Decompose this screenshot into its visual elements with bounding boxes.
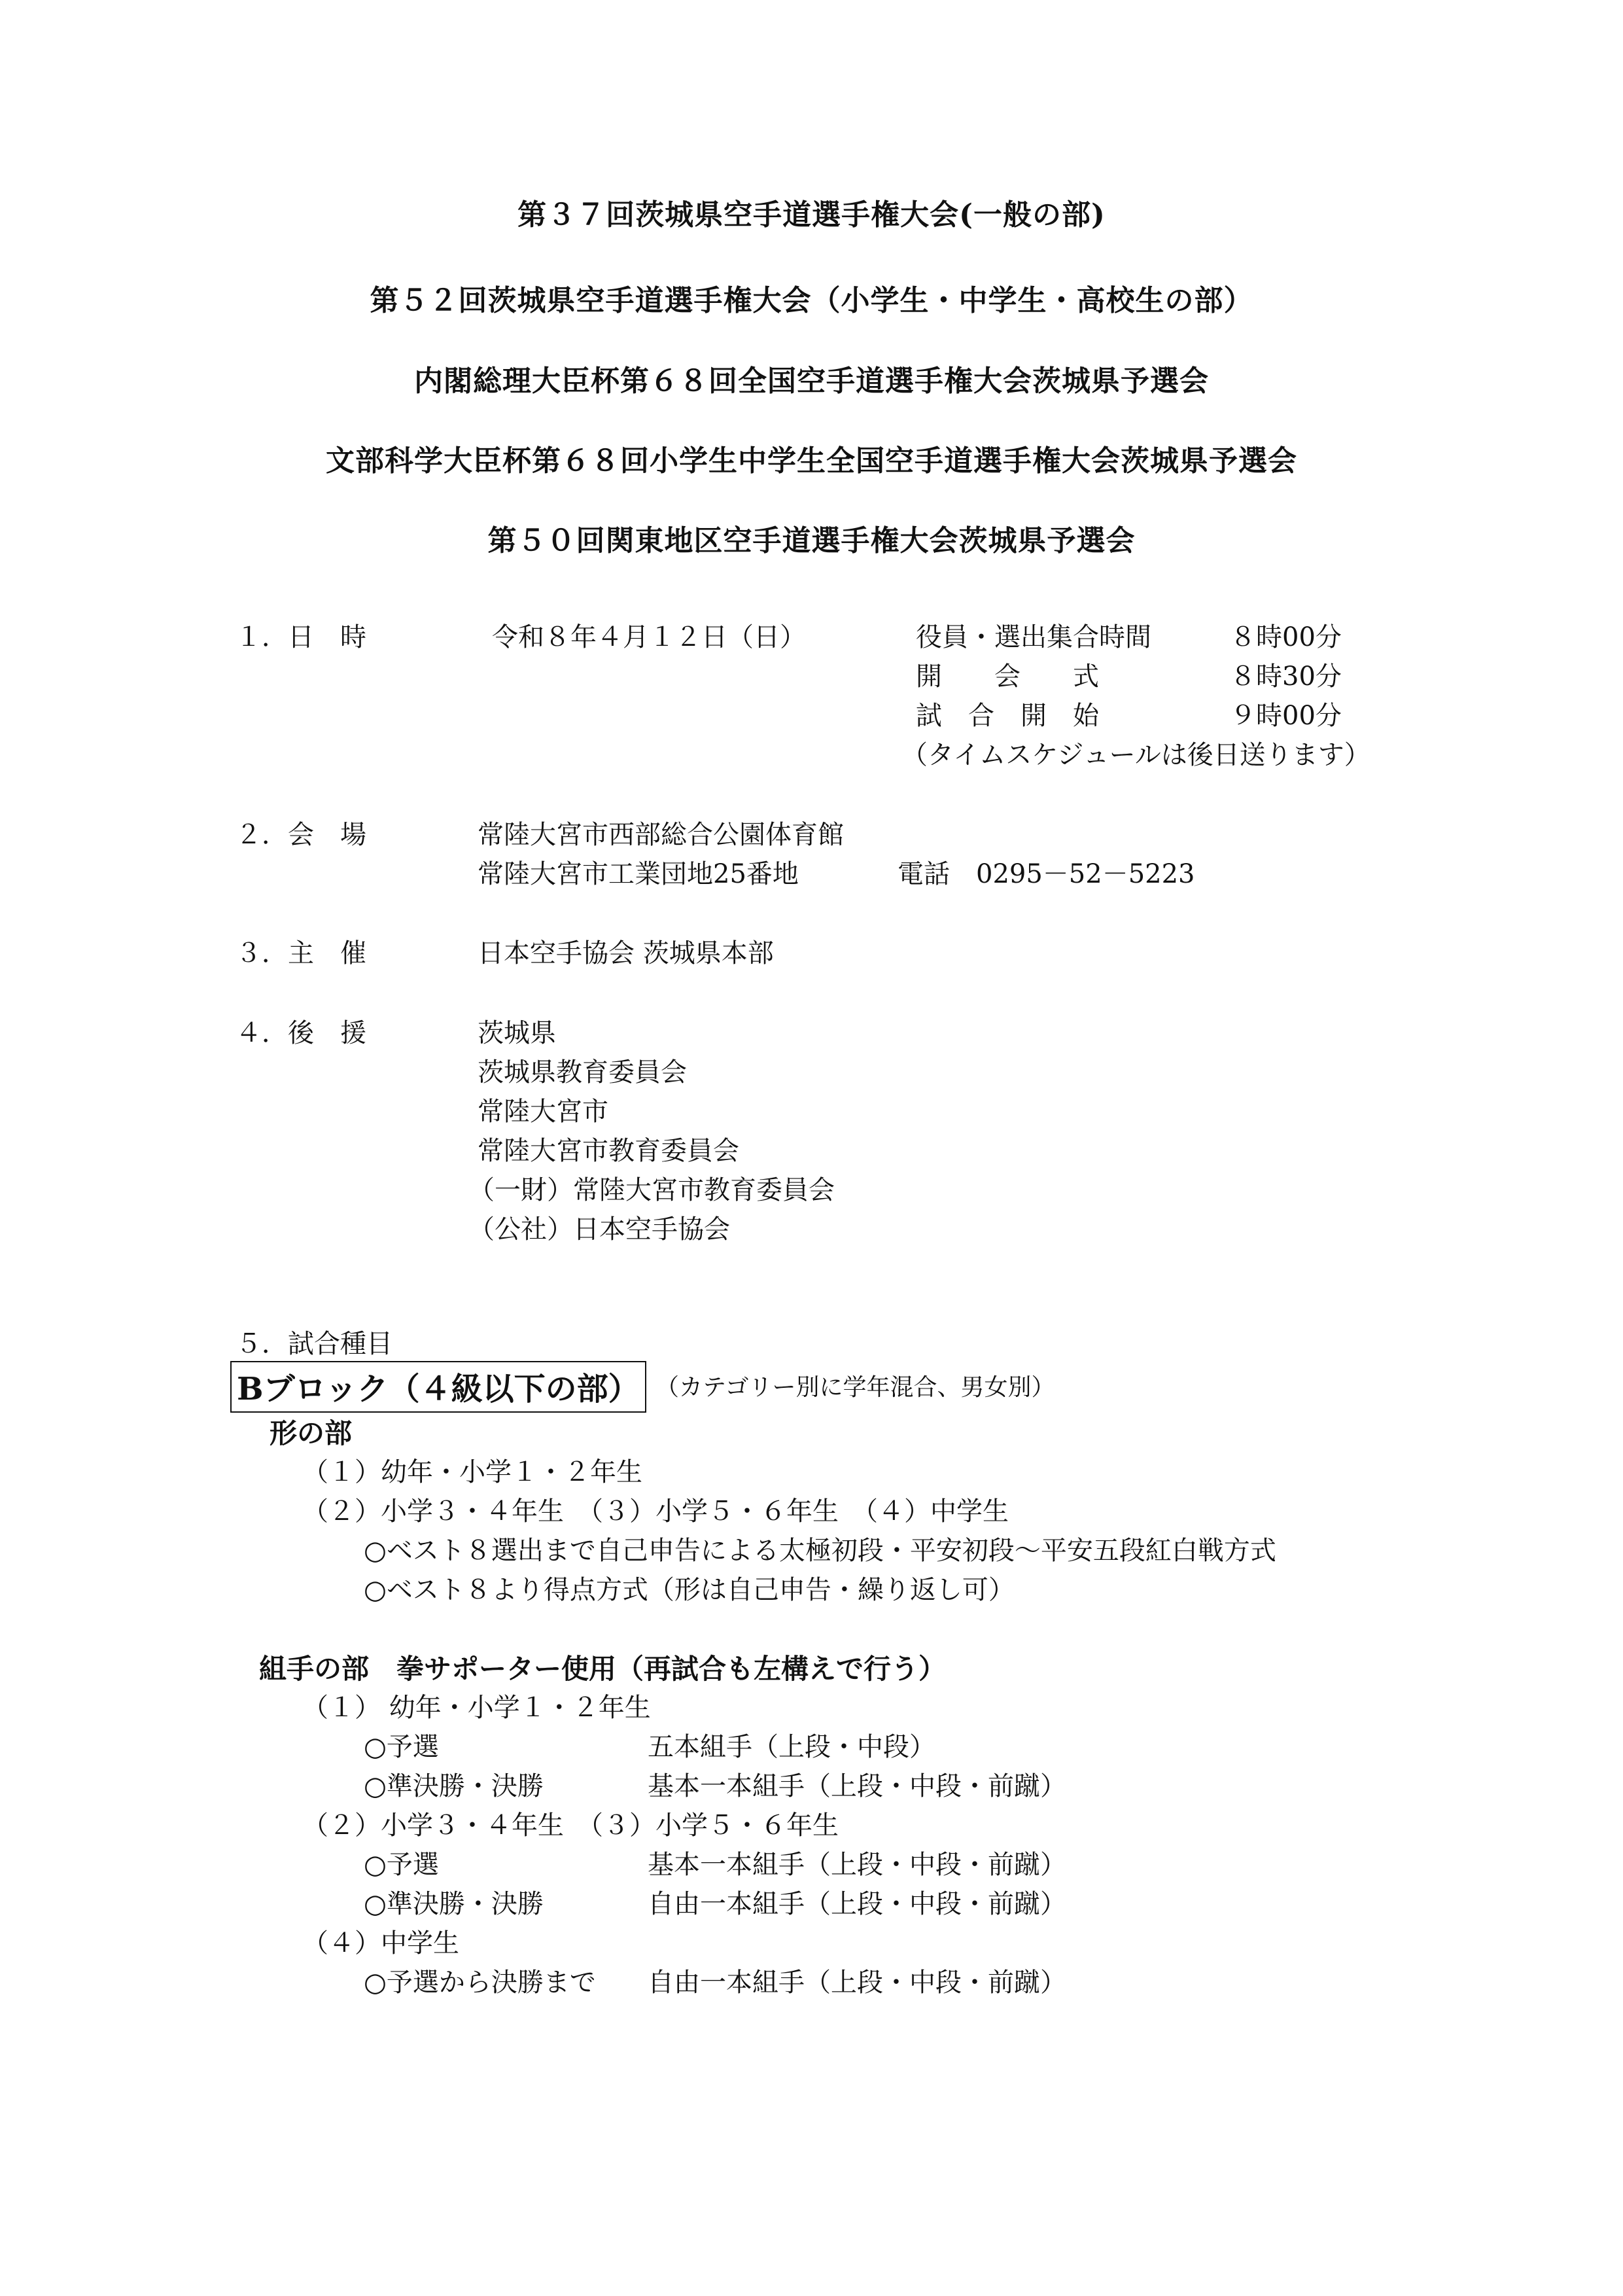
events-label: ５．試合種目	[236, 1329, 393, 1359]
schedule-item-2: 開 会 式	[916, 662, 1099, 692]
block-note: （カテゴリー別に学年混合、男女別）	[655, 1374, 1055, 1401]
kata-rule-2: ○ベスト８より得点方式（形は自己申告・繰り返し可）	[364, 1575, 1015, 1605]
kumite-stage: ○準決勝・決勝	[364, 1889, 544, 1919]
kumite-group-1: （１） 幼年・小学１・２年生	[302, 1693, 651, 1723]
kumite-stage: ○予選から決勝まで	[364, 1968, 596, 1998]
title-line-3: 内閣総理大臣杯第６８回全国空手道選手権大会茨城県予選会	[414, 364, 1209, 398]
datetime-label: １．日 時	[236, 622, 366, 652]
kumite-heading: 組手の部 拳サポーター使用（再試合も左構えで行う）	[259, 1653, 947, 1685]
kumite-group-2-3: （２）小学３・４年生 （３）小学５・６年生	[302, 1810, 839, 1841]
kumite-group-4: （４）中学生	[302, 1928, 459, 1958]
schedule-item-1: 役員・選出集合時間	[916, 622, 1151, 652]
kumite-format: 自由一本組手（上段・中段・前蹴）	[648, 1889, 1066, 1919]
support-item: 常陸大宮市	[478, 1097, 608, 1127]
schedule-time-1: ８時00分	[1230, 622, 1342, 652]
schedule-note: （タイムスケジュールは後日送ります）	[901, 740, 1370, 770]
event-date: 令和８年４月１２日（日）	[492, 622, 806, 652]
support-item: 常陸大宮市教育委員会	[478, 1136, 739, 1166]
kumite-stage: ○予選	[364, 1732, 439, 1762]
schedule-time-3: ９時00分	[1230, 701, 1342, 731]
kata-group-1: （１）幼年・小学１・２年生	[302, 1457, 642, 1487]
title-line-4: 文部科学大臣杯第６８回小学生中学生全国空手道選手権大会茨城県予選会	[326, 444, 1297, 478]
kata-groups-2-4: （２）小学３・４年生 （３）小学５・６年生 （４）中学生	[302, 1496, 1009, 1527]
kumite-stage: ○準決勝・決勝	[364, 1771, 544, 1801]
kumite-format: 基本一本組手（上段・中段・前蹴）	[648, 1771, 1066, 1801]
venue-phone: 電話 0295－52－5223	[898, 859, 1195, 889]
support-item: 茨城県	[478, 1018, 556, 1048]
title-line-2: 第５２回茨城県空手道選手権大会（小学生・中学生・高校生の部）	[370, 284, 1253, 317]
block-title-box: Bブロック（４級以下の部）	[230, 1361, 646, 1413]
support-item: （公社）日本空手協会	[468, 1214, 730, 1245]
kata-rule-1: ○ベスト８選出まで自己申告による太極初段・平安初段～平安五段紅白戦方式	[364, 1536, 1276, 1566]
kumite-format: 基本一本組手（上段・中段・前蹴）	[648, 1850, 1066, 1880]
kumite-stage: ○予選	[364, 1850, 439, 1880]
organizer-value: 日本空手協会 茨城県本部	[478, 938, 774, 968]
support-item: 茨城県教育委員会	[478, 1057, 687, 1087]
schedule-time-2: ８時30分	[1230, 662, 1342, 692]
kumite-format: 五本組手（上段・中段）	[648, 1732, 935, 1762]
kumite-format: 自由一本組手（上段・中段・前蹴）	[648, 1968, 1066, 1998]
kata-heading: 形の部	[270, 1417, 353, 1449]
venue-name: 常陸大宮市西部総合公園体育館	[478, 820, 844, 850]
venue-label: ２．会 場	[236, 820, 366, 850]
title-line-5: 第５０回関東地区空手道選手権大会茨城県予選会	[487, 524, 1136, 557]
venue-address: 常陸大宮市工業団地25番地	[478, 859, 799, 889]
title-line-1: 第３７回茨城県空手道選手権大会(一般の部)	[517, 198, 1106, 232]
support-item: （一財）常陸大宮市教育委員会	[468, 1175, 835, 1205]
support-label: ４．後 援	[236, 1018, 366, 1048]
schedule-item-3: 試 合 開 始	[916, 701, 1099, 731]
organizer-label: ３．主 催	[236, 938, 366, 968]
